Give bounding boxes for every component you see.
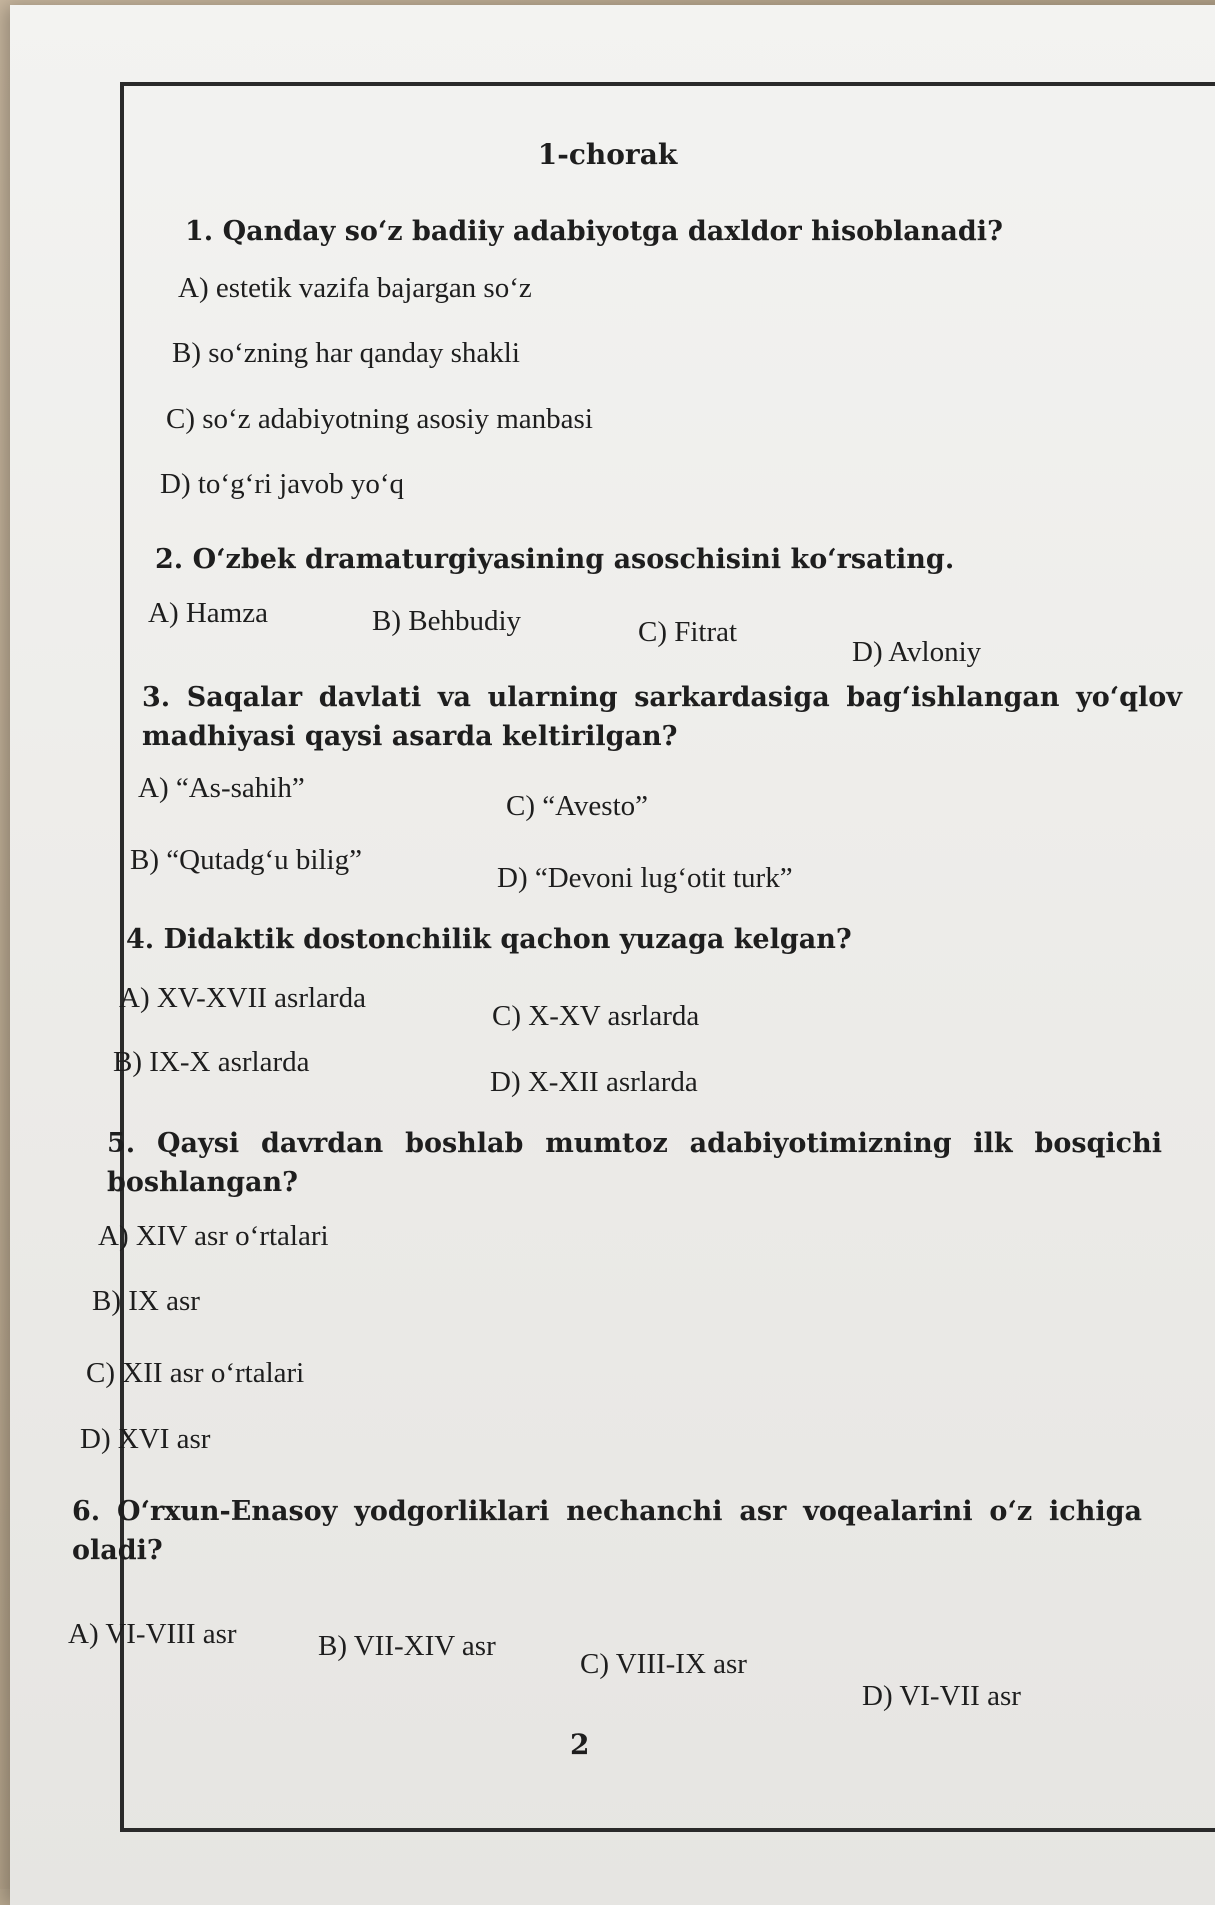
question-2: 2. O‘zbek dramaturgiyasining asoschisini ko‘rsating. xyxy=(155,544,955,575)
q1-option-b: B) so‘zning har qanday shakli xyxy=(172,337,520,369)
question-4: 4. Didaktik dostonchilik qachon yuzaga kelgan? xyxy=(126,924,852,955)
q3-option-c: C) “Avesto” xyxy=(506,790,648,822)
q4-option-c: C) X-XV asrlarda xyxy=(492,1000,700,1032)
q6-option-d: D) VI-VII asr xyxy=(862,1680,1021,1712)
q3-option-a: A) “As-sahih” xyxy=(138,772,305,804)
q2-option-a: A) Hamza xyxy=(148,597,268,629)
page-number: 2 xyxy=(570,1728,590,1761)
q5-option-b: B) IX asr xyxy=(92,1285,200,1317)
q2-option-c: C) Fitrat xyxy=(638,616,738,648)
question-1: 1. Qanday so‘z badiiy adabiyotga daxldor hisoblanadi? xyxy=(185,216,1003,247)
q3-option-b: B) “Qutadg‘u bilig” xyxy=(130,844,362,876)
q5-option-c: C) XII asr o‘rtalari xyxy=(86,1357,305,1389)
q2-option-d: D) Avloniy xyxy=(852,636,982,668)
q2-option-b: B) Behbudiy xyxy=(372,605,522,637)
q1-option-c: C) so‘z adabiyotning asosiy manbasi xyxy=(166,403,593,435)
q1-option-d: D) to‘g‘ri javob yo‘q xyxy=(160,468,405,500)
q6-option-b: B) VII-XIV asr xyxy=(318,1630,496,1662)
page-header: 1-chorak xyxy=(537,138,678,171)
q5-option-a: A) XIV asr o‘rtalari xyxy=(98,1220,329,1252)
q5-option-d: D) XVI asr xyxy=(80,1423,211,1455)
question-3: 3. Saqalar davlati va ularning sarkardasiga bag‘ishlangan yo‘qlov madhiyasi qaysi asarda keltirilgan? xyxy=(142,682,1182,753)
question-5: 5. Qaysi davrdan boshlab mumtoz adabiyotimizning ilk bosqichi boshlangan? xyxy=(107,1128,1162,1199)
q6-option-a: A) VI-VIII asr xyxy=(68,1618,237,1650)
q4-option-a: A) XV-XVII asrlarda xyxy=(119,982,366,1014)
q4-option-d: D) X-XII asrlarda xyxy=(490,1066,698,1098)
q1-option-a: A) estetik vazifa bajargan so‘z xyxy=(178,272,532,304)
q3-option-d: D) “Devoni lug‘otit turk” xyxy=(497,862,793,894)
question-6: 6. O‘rxun-Enasoy yodgorliklari nechanchi asr voqealarini o‘z ichiga oladi? xyxy=(72,1496,1142,1567)
q4-option-b: B) IX-X asrlarda xyxy=(113,1046,310,1078)
q6-option-c: C) VIII-IX asr xyxy=(580,1648,747,1680)
